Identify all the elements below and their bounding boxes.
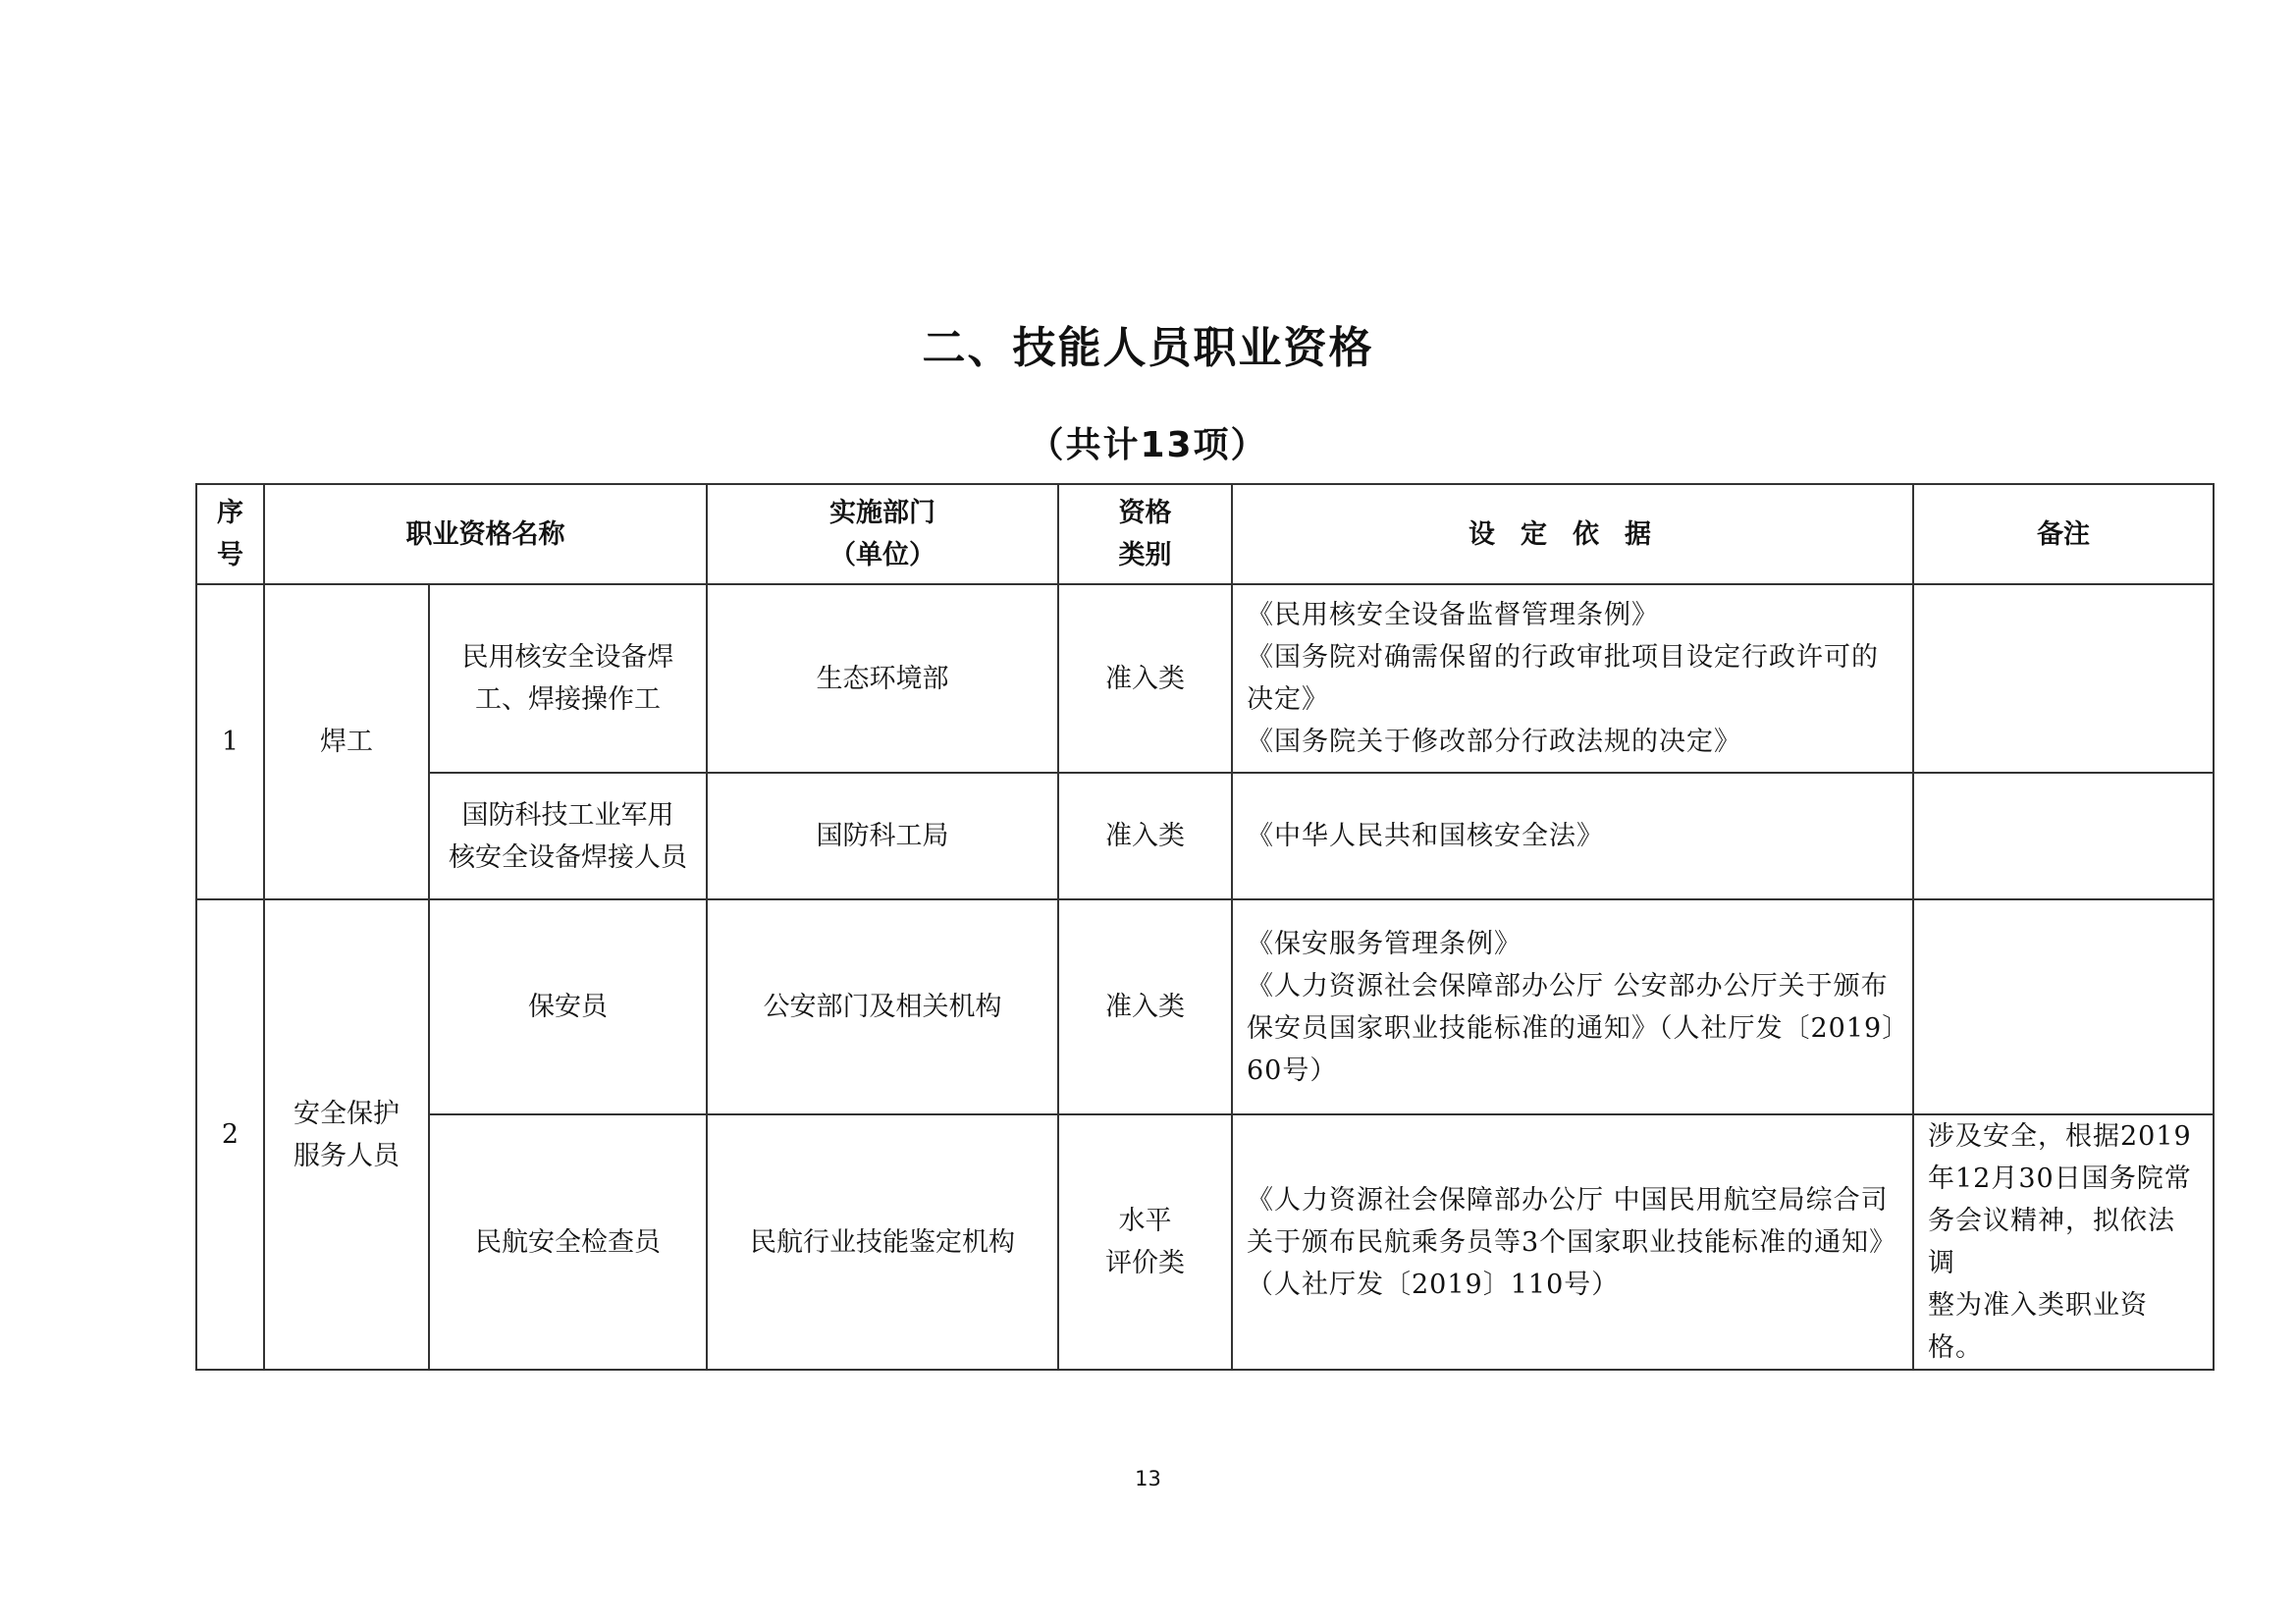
header-dept: 实施部门 （单位）: [707, 484, 1058, 584]
table-row: [196, 773, 2214, 899]
table-row: [196, 899, 2214, 1114]
row-remark: [1913, 584, 2214, 773]
row-category: 安全保护 服务人员: [264, 899, 429, 1370]
row-dept: 公安部门及相关机构: [707, 899, 1058, 1114]
row-dept: 国防科工局: [707, 773, 1058, 899]
row-name: 民航安全检查员: [429, 1114, 707, 1370]
header-seq: 序 号: [196, 484, 264, 584]
page-title: 二、技能人员职业资格: [922, 323, 1374, 373]
row-dept: 生态环境部: [707, 584, 1058, 773]
row-seq: 2: [196, 899, 264, 1370]
row-basis: 《保安服务管理条例》 《人力资源社会保障部办公厅 公安部办公厅关于颁布 保安员国家职业技能标准的通知》（人社厅发〔2019〕 60号）: [1232, 899, 1913, 1114]
row-remark: [1913, 773, 2214, 899]
page-number: 13: [1135, 1467, 1161, 1490]
row-name: 民用核安全设备焊 工、焊接操作工: [429, 584, 707, 773]
header-remark: 备注: [1913, 484, 2214, 584]
row-name: 保安员: [429, 899, 707, 1114]
qualification-table: [195, 483, 2215, 1371]
header-type: 资格 类别: [1058, 484, 1232, 584]
row-type: 准入类: [1058, 773, 1232, 899]
row-category: 焊工: [264, 584, 429, 899]
row-name: 国防科技工业军用 核安全设备焊接人员: [429, 773, 707, 899]
row-type: 准入类: [1058, 899, 1232, 1114]
row-type: 准入类: [1058, 584, 1232, 773]
row-dept: 民航行业技能鉴定机构: [707, 1114, 1058, 1370]
row-type: 水平 评价类: [1058, 1114, 1232, 1370]
page-subtitle: （共计13项）: [1028, 425, 1268, 465]
row-seq: 1: [196, 584, 264, 899]
header-basis: 设定依据: [1232, 484, 1913, 584]
row-basis: 《人力资源社会保障部办公厅 中国民用航空局综合司 关于颁布民航乘务员等3个国家职业技能标准的通知》 （人社厅发〔2019〕110号）: [1232, 1114, 1913, 1370]
table-row: [196, 1114, 2214, 1370]
row-remark: 涉及安全，根据2019 年12月30日国务院常 务会议精神，拟依法调 整为准入类职业资格。: [1913, 1114, 2214, 1370]
header-name: 职业资格名称: [264, 484, 707, 584]
row-basis: 《中华人民共和国核安全法》: [1232, 773, 1913, 899]
table-header-row: [196, 484, 2214, 584]
row-basis: 《民用核安全设备监督管理条例》 《国务院对确需保留的行政审批项目设定行政许可的 决定》 《国务院关于修改部分行政法规的决定》: [1232, 584, 1913, 773]
row-remark: [1913, 899, 2214, 1114]
table-row: [196, 584, 2214, 773]
